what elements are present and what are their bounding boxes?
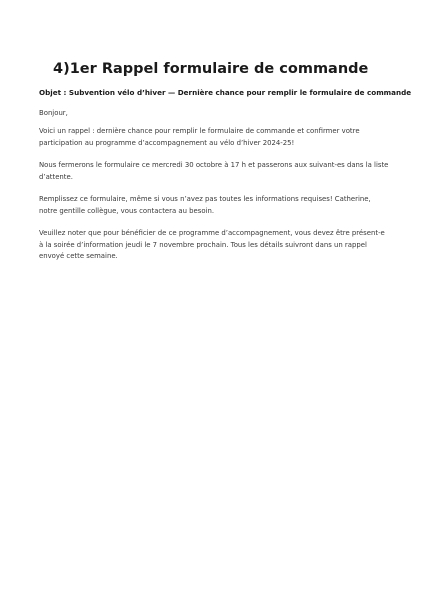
info-session-paragraph: Veuillez noter que pour bénéficier de ce programme d’accompagnement, vous devez être présent-e à la soirée d’information jeudi le 7 novembre prochain. Tous les détails suivront dans un rappel envoyé cette semaine. — [39, 229, 385, 260]
document-title: 4)1er Rappel formulaire de commande — [53, 61, 369, 77]
reminder-paragraph: Voici un rappel : dernière chance pour remplir le formulaire de commande et confirmer votre participation au programme d’accompagnement au vélo d’hiver 2024-25! — [39, 127, 360, 147]
deadline-paragraph: Nous fermerons le formulaire ce mercredi 30 octobre à 17 h et passerons aux suivant-es dans la liste d’attente. — [39, 161, 389, 181]
email-subject: Objet : Subvention vélo d’hiver — Dernière chance pour remplir le formulaire de commande — [39, 88, 412, 97]
greeting-paragraph: Bonjour, — [39, 109, 68, 117]
fill-form-paragraph: Remplissez ce formulaire, même si vous n’avez pas toutes les informations requises! Catherine, notre gentille collègue, vous contactera au besoin. — [39, 195, 371, 215]
